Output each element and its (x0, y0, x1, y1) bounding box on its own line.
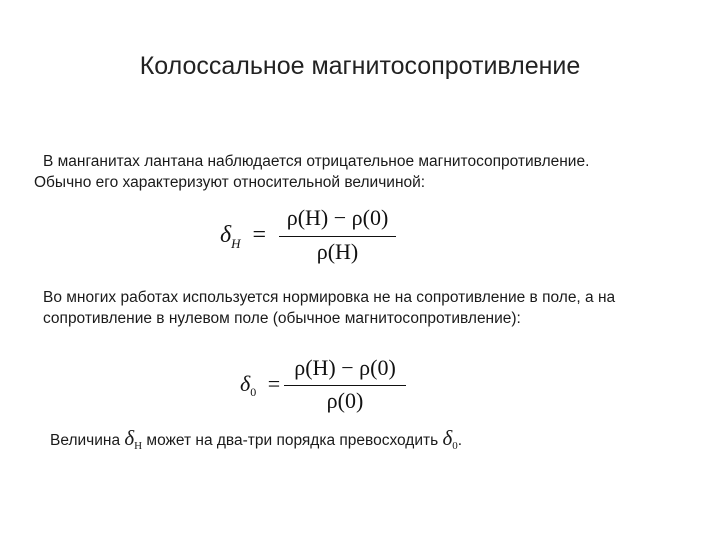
delta-subscript: 0 (452, 440, 458, 452)
formula-lhs-subscript: 0 (250, 385, 257, 399)
fraction-bar (284, 385, 406, 386)
conclusion-suffix: . (457, 432, 463, 449)
paragraph-line: сопротивление в нулевом поле (обычное магнитосопротивление): (43, 310, 521, 327)
slide-title: Колоссальное магнитосопротивление (139, 52, 581, 80)
formula-lhs-symbol: δ (220, 222, 232, 248)
delta-symbol: δ (124, 426, 135, 450)
formula-lhs-subscript: H (231, 236, 241, 251)
paragraph-line: Обычно его характеризуют относительной величиной: (34, 174, 426, 191)
delta-symbol: δ (442, 426, 453, 450)
paragraph-line: В манганитах лантана наблюдается отрицательное магнитосопротивление. (43, 153, 590, 170)
formula-denominator: ρ(0) (326, 388, 364, 413)
formula-numerator: ρ(H) − ρ(0) (286, 205, 389, 230)
conclusion-line (50, 428, 462, 457)
formula-numerator: ρ(H) − ρ(0) (294, 355, 396, 380)
conclusion-middle: может на два-три порядка превосходить (146, 432, 439, 449)
delta-subscript: H (134, 440, 143, 452)
fraction-bar (279, 236, 396, 237)
formula-lhs-symbol: δ (240, 371, 251, 396)
formula-denominator: ρ(H) (316, 239, 359, 264)
paragraph-line: Во многих работах используется нормировка не на сопротивление в поле, а на (43, 289, 616, 306)
conclusion-prefix: Величина (50, 432, 121, 449)
